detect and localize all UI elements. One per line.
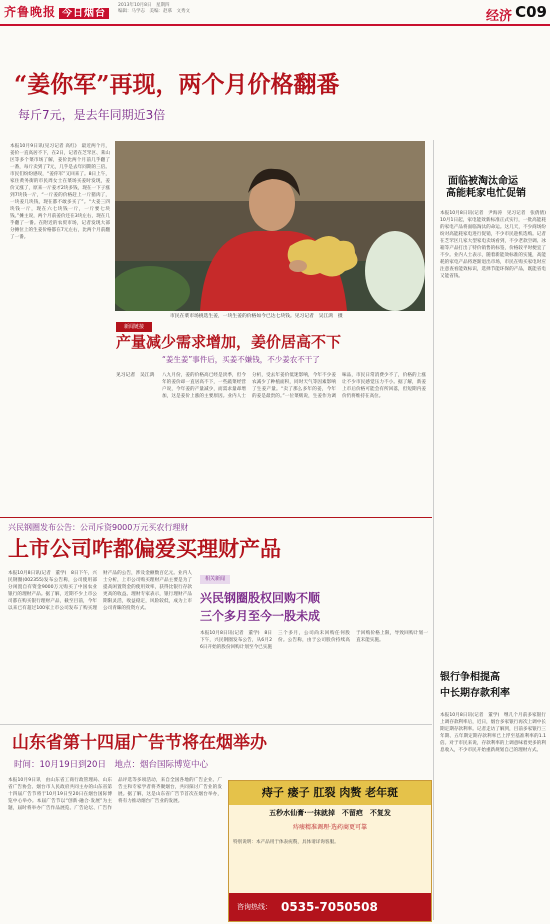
ad-hotline-number: 0535-7050508	[281, 900, 378, 914]
sub-article-title: 产量减少需求增加，姜价居高不下	[116, 333, 342, 351]
column-divider	[433, 140, 434, 920]
sub-article-tag: 新闻链接	[116, 322, 152, 332]
fund-sub-tag: 相关新闻	[200, 575, 230, 584]
bank-title-line1: 银行争相提高	[440, 672, 500, 683]
tariff-body: 本报10月8日讯(记者 尹海涛 见习记者 张倩倩) 10月1日起，家电能效新标准正式实行，一批高能耗的家电产品将面临淘汰的命运。这几天，不少商场纷纷对高能耗家电进行促销，不少市民趁机选购。记者在芝罘区几家大型家电卖场看到，不少老款空调、冰箱等产品打出了特价销售的标签，价格较平时便宜了不少。业内人士表示，随着新能效标准的实施，高能耗的家电产品将逐渐退出市场，市民在购买家电时应注意查看能效标识，选择节能环保的产品，既能省电又能省钱。	[440, 211, 546, 279]
ad-festival-subtitle: 时间：10月19日到20日 地点：烟台国际博览中心	[14, 760, 208, 770]
ginger-body-left: 本报10月9日讯(见习记者 高红) 最近两个月，姜价一直高居不下，在2日，记者在芝罘区、莱山区等多个菜市场了解，姜价比两个月前几乎翻了一番，每斤卖到了7元，几乎是去年同期的三倍。市民们纷纷感叹，“姜你军”又回来了。8日上午，家住黄务街的市民周女士在菜场买姜时发现，姜价又涨了，原来一斤姜才2块多钱，现在一下子涨到7块钱一斤，“一斤姜的价格赶上一斤猪肉了，一块姜几块钱，现在都不敢多买了”。“大姜三四块钱一斤，现在六七块钱一斤，一斤要七块钱。”摊主说，两个月前姜价还在3块左右，现在几乎翻了一番。在附近的农贸市场，记者发现大部分摊位上的生姜价格都在7元左右，比两个月前翻了一番。	[10, 144, 110, 240]
fund-kicker: 兴民钢圈发布公告：公司斥资9000万元买农行理财	[8, 523, 189, 532]
vendor-with-ginger-illustration	[115, 141, 425, 311]
photo-caption: 市民在菜市场挑选生姜，一块生姜的价格如今已达七块钱。见习记者 吴江鸿 摄	[170, 314, 343, 319]
ginger-photo	[115, 141, 425, 311]
section-name: 经济	[485, 9, 512, 24]
section-divider-2	[0, 724, 432, 725]
fund-sub-title-line2: 三个多月至今一股未成	[200, 609, 321, 623]
bank-body: 本报10月8日讯(记者 董学) 继几个月前多家银行上调存款利率后，近日，烟台多家银行再次上调中长期定期存款利率。记者走访了解到，目前多家银行三年期、五年期定期存款利率已上浮至基准利率的1.1倍。对于市民来说，存款利率的上调意味着更多的利息收入，不少市民开始重新规划自己的理财方式。	[440, 713, 546, 753]
editor-credits: 编辑：马学志 美编：赵慕 文秀文	[118, 9, 190, 14]
sub-article-body: 八九月份，姜的价格高已经是淡季，但今年的姜价却一直居高不下，一些蔬菜经营户说，今年姜的产量减少，而需求量却增加，这是姜价上涨的主要原因。业内人士分析，受去年姜价低迷影响，今年不少姜农减少了种植面积，同时天气等因素影响了生姜产量。“卖了那么多年的姜，今年的姜是最贵的。”一位菜贩说，生姜作为调味品，市民日常消费少不了，价格的上涨让不少市民感觉压力不小。据了解，新姜上市后价格可能会有所回落，但短期内姜价仍将维持在高位。	[162, 373, 426, 399]
edition-name: 今日烟台	[59, 8, 109, 19]
ad-hotline-label: 咨询热线：	[237, 903, 272, 911]
issue-date: 2013年10月8日 星期四	[118, 3, 170, 8]
page-number: C09	[515, 3, 547, 21]
ad-shop: 痔瘘精准调理·选药商更可靠	[293, 824, 367, 831]
fund-headline: 上市公司咋都偏爱买理财产品	[8, 536, 281, 561]
fund-body: 本报10月8日讯(记者 董学) 8日下午，兴民钢圈(002355)发布公告称，公司使用部分闲置自有资金9000万元购买了中国农业银行的理财产品。据了解，近期不少上市公司都在购买银行理财产品，截至目前，今年以来已有超过100家上市公司发布了购买理财产品的公告，涉及金额数百亿元。业内人士分析，上市公司购买理财产品主要是为了提高闲置资金的使用效率，获得比银行存款更高的收益。理财专家表示，银行理财产品期限灵活，收益稳定，风险较低，成为上市公司青睐的投资方式。	[8, 571, 192, 611]
sub-article-subtitle: “姜生姜”事件后，买姜不嫌钱，不少姜农不干了	[162, 355, 320, 364]
section-divider	[0, 517, 432, 518]
masthead	[0, 0, 550, 24]
header-rule	[0, 24, 550, 26]
header-meta	[118, 3, 190, 15]
ad-notice: 特别说明：本产品用于体表疣赘，具体请详询客服。	[233, 840, 339, 845]
fund-sub-title-line1: 兴民钢圈股权回购不顺	[200, 591, 321, 605]
advertisement	[228, 780, 432, 922]
tariff-title-line1: 面临被淘汰命运	[448, 176, 518, 187]
ad-tagline: 五秒水仙膏·一抹就掉 不留疤 不复发	[269, 809, 391, 817]
sub-article-byline: 见习记者 吴江鸿	[116, 373, 155, 378]
ginger-headline: “姜你军”再现，两个月价格翻番	[14, 71, 340, 98]
bank-title-line2: 中长期存款利率	[440, 688, 510, 699]
tariff-title-line2: 高能耗家电忙促销	[446, 188, 526, 199]
ad-festival-body: 本报10月9日讯 由山东省工商行政管理局、山东省广告协会、烟台市人民政府共同主办的山东省第十四届广告节将于10月19日至20日在烟台国际博览中心举办。本届广告节以“创新·融合·发展”为主题，届时将举办广告作品展览、广告论坛、广告作品评选等多项活动，来自全国各地的广告企业、广告主和专家学者将齐聚烟台，共同探讨广告业的发展。据了解，这是山东省广告节首次在烟台举办，将有力推动烟台广告业的发展。	[8, 778, 222, 811]
ad-headline: 痔子 瘘子 肛裂 肉赘 老年斑	[261, 786, 399, 799]
ginger-subtitle: 每斤7元，是去年同期近3倍	[18, 108, 166, 122]
ad-festival-headline: 山东省第十四届广告节将在烟举办	[12, 733, 267, 753]
newspaper-logo: 齐鲁晚报 今日烟台	[4, 3, 109, 20]
fund-sub-body: 本报10月8日讯(记者 董学) 8日下午，兴民钢圈发布公告，从6月26日开始的股份回购计划至今已实施三个多月，公司尚未回购任何股份。公告称，由于公司股价持续高于回购价格上限，导致回购计划一直未能实施。	[200, 631, 428, 650]
